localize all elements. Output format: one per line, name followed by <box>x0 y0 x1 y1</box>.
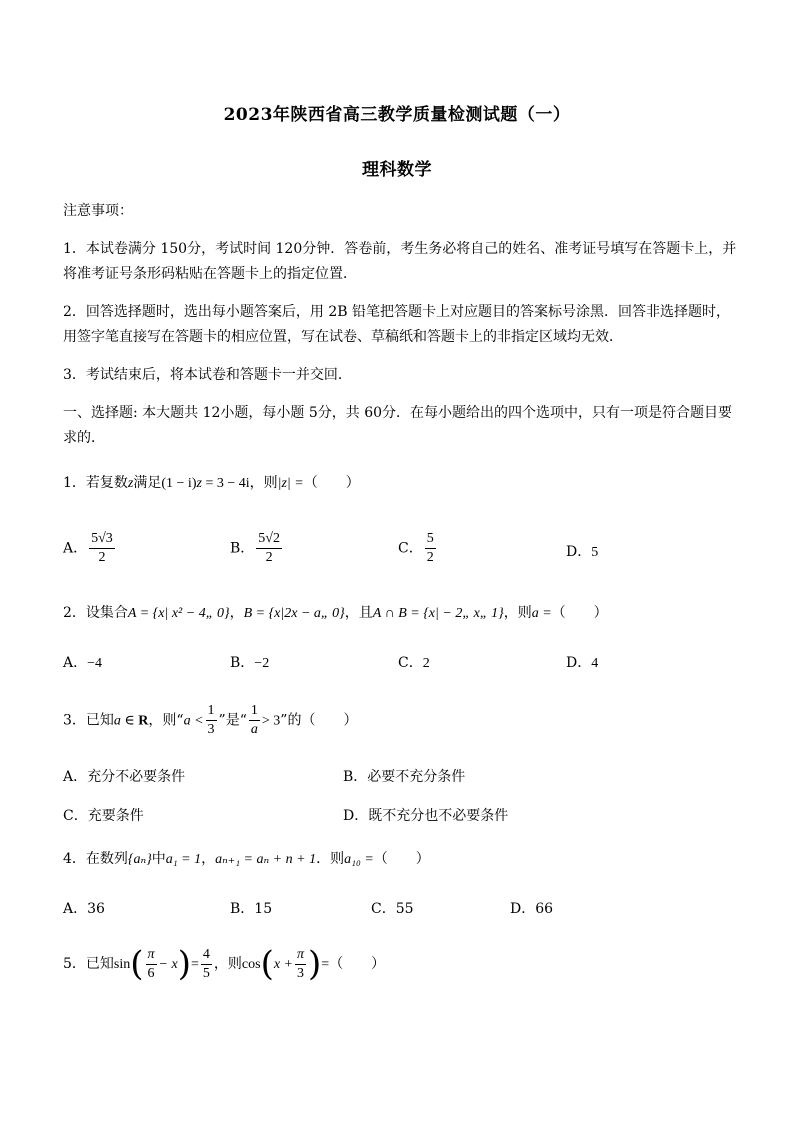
q4-then: ．则 <box>316 851 345 867</box>
q5-then: ，则 <box>213 956 242 972</box>
note-3: 3．考试结束后，将本试卷和答题卡一并交回． <box>63 367 352 383</box>
q5-left-paren-1: ( <box>130 944 144 984</box>
question-1 <box>63 473 731 494</box>
q5-prefix: 5．已知 <box>63 956 114 972</box>
q1-option-a-frac <box>89 530 115 567</box>
q4-comma: ， <box>201 851 216 867</box>
q1-option-a-label: A． <box>63 540 88 557</box>
question-3 <box>63 702 731 740</box>
notes-heading: 注意事项： <box>63 203 133 219</box>
q3-is: ”是“ <box>218 712 247 729</box>
q2-option-d-value: 4 <box>591 656 599 671</box>
q1-lhs: (1 − i) <box>161 476 197 491</box>
q1-option-c-label: C． <box>398 540 423 557</box>
note-2-line-2: 用签字笔直接写在答题卡的相应位置，写在试卷、草稿纸和答题卡上的非指定区域均无效． <box>63 329 623 345</box>
q2-then: ，则 <box>503 605 532 621</box>
q2-option-a-value: −4 <box>87 656 103 671</box>
q3-option-b[interactable]: B．必要不充分条件 <box>343 769 466 785</box>
q5-right-paren-2: ) <box>308 944 322 984</box>
q3-option-c[interactable]: C．充要条件 <box>63 808 144 824</box>
q3-real-set: R <box>138 713 149 729</box>
section-heading-line-2: 求的． <box>63 430 105 446</box>
q1-prefix: 1．若复数 <box>63 475 128 491</box>
q2-intersection: A ∩ B = {x| − 2„ x„ 1} <box>372 606 504 621</box>
q4-mid: 中 <box>151 851 166 867</box>
exam-subtitle: 理科数学 <box>362 160 432 180</box>
q5-sin: sin <box>113 957 131 972</box>
q5-left-paren-2: ( <box>260 944 274 984</box>
q5-inner-frac-2 <box>295 946 306 983</box>
q1-abs: |z| = <box>277 476 304 491</box>
q4-option-c[interactable]: C．55 <box>371 901 414 917</box>
q3-prefix: 3．已知 <box>63 712 114 729</box>
q1-option-d-label: D． <box>566 544 592 560</box>
q4-blank: （ ） <box>373 851 430 867</box>
note-1-line-1: 1．本试卷满分 150分，考试时间 120分钟．答卷前，考生务必将自己的姓名、准考证号填写在答题卡上，并 <box>63 241 737 257</box>
q2-option-a[interactable] <box>63 652 102 672</box>
q4-a1: a₁ = 1 <box>165 852 202 867</box>
q1-z2: z <box>196 476 202 491</box>
q5-value-frac <box>201 946 212 983</box>
q4-sequence: {aₙ} <box>127 852 152 867</box>
q3-end: ”的（ ） <box>280 712 358 729</box>
q4-prefix: 4．在数列 <box>63 851 128 867</box>
question-5 <box>63 942 731 987</box>
q4-option-b[interactable]: B．15 <box>230 901 273 917</box>
q5-inner1-rest: − x <box>158 957 178 972</box>
q3-p2-num: 1 <box>249 702 260 721</box>
q2-option-c-label: C． <box>398 655 423 671</box>
q1-option-b[interactable] <box>230 530 284 567</box>
question-2 <box>63 603 731 624</box>
q2-option-b-label: B． <box>230 655 255 671</box>
q5-right-paren-1: ) <box>177 944 191 984</box>
q1-option-c-den: 2 <box>426 550 434 565</box>
q3-p2-den: a <box>250 722 258 737</box>
q1-blank: （ ） <box>303 475 360 491</box>
q3-option-a[interactable]: A．充分不必要条件 <box>63 769 186 785</box>
q2-comma: ， <box>229 605 244 621</box>
q2-option-d-label: D． <box>566 655 592 671</box>
note-1-line-2: 将准考证号条形码粘贴在答题卡上的指定位置． <box>63 266 357 282</box>
q5-value-den: 5 <box>202 965 210 981</box>
q5-eq2: = <box>321 957 330 972</box>
q2-ask: a = <box>531 606 552 621</box>
q2-set-a: A = {x| x² − 4„ 0} <box>127 606 230 621</box>
exam-title: 2023年陕西省高三教学质量检测试题（一） <box>223 105 571 125</box>
q2-set-b: B = {x|2x − a„ 0} <box>243 606 345 621</box>
q5-inner1-den: 6 <box>147 965 155 981</box>
q5-inner2-num: π <box>295 946 306 965</box>
q1-option-d-value: 5 <box>591 545 599 560</box>
q2-option-d[interactable] <box>566 652 598 672</box>
q2-option-b[interactable] <box>230 652 269 672</box>
q1-option-a[interactable] <box>63 530 117 567</box>
q1-option-a-den: 2 <box>98 550 106 565</box>
q5-blank: （ ） <box>329 956 386 972</box>
q3-p1-den: 3 <box>207 722 215 737</box>
q3-p2-rhs: > 3 <box>261 713 281 729</box>
q1-option-b-label: B． <box>230 540 255 557</box>
q5-eq: = <box>190 957 199 972</box>
q5-inner2-pre: x + <box>273 957 293 972</box>
q2-option-b-value: −2 <box>254 656 270 671</box>
q1-eq: = 3 − 4i <box>201 476 250 491</box>
q1-option-d[interactable] <box>566 541 598 561</box>
q1-option-c-frac <box>425 530 436 567</box>
q2-prefix: 2．设集合 <box>63 605 128 621</box>
q4-recurrence: aₙ₊₁ = aₙ + n + 1 <box>215 852 317 867</box>
q2-option-c[interactable] <box>398 652 430 672</box>
q2-blank: （ ） <box>551 605 608 621</box>
q1-option-b-frac <box>256 530 282 567</box>
q3-then: ，则“ <box>148 712 184 729</box>
section-heading-line-1: 一、选择题: 本大题共 12小题，每小题 5分，共 60分．在每小题给出的四个选项中，只有一项是符合题目要 <box>63 405 733 421</box>
q3-cond: a ∈ <box>113 713 139 729</box>
q2-option-c-value: 2 <box>422 656 430 671</box>
q1-then: ，则 <box>249 475 278 491</box>
q1-option-c-num: 5 <box>425 530 436 549</box>
q1-mid: 满足 <box>133 475 162 491</box>
q3-option-d[interactable]: D．既不充分也不必要条件 <box>343 808 509 824</box>
note-2-line-1: 2．回答选择题时，选出每小题答案后，用 2B 铅笔把答题卡上对应题目的答案标号涂黑．回答非选择题时， <box>63 304 731 320</box>
question-4 <box>63 849 731 870</box>
q2-option-a-label: A． <box>63 655 88 671</box>
q4-ask: a₁₀ = <box>344 852 374 867</box>
q5-value-num: 4 <box>201 946 212 965</box>
q5-inner2-den: 3 <box>297 965 304 981</box>
q1-option-c[interactable] <box>398 530 438 567</box>
q1-option-b-den: 2 <box>265 550 273 565</box>
q1-option-b-num: 5√2 <box>256 530 282 549</box>
q1-option-a-num: 5√3 <box>89 530 115 549</box>
q5-inner1-num: π <box>146 946 157 965</box>
q3-p1-num: 1 <box>206 702 217 721</box>
q3-p1-frac <box>206 702 217 739</box>
q4-option-d[interactable]: D．66 <box>510 901 554 917</box>
q5-inner-frac-1 <box>146 946 157 983</box>
q5-cos: cos <box>241 957 261 972</box>
q3-p1-lhs: a < <box>183 713 204 729</box>
q2-mid: ，且 <box>344 605 373 621</box>
q4-option-a[interactable]: A．36 <box>63 901 105 917</box>
q1-z: z <box>127 476 134 491</box>
q3-p2-frac <box>249 702 260 739</box>
